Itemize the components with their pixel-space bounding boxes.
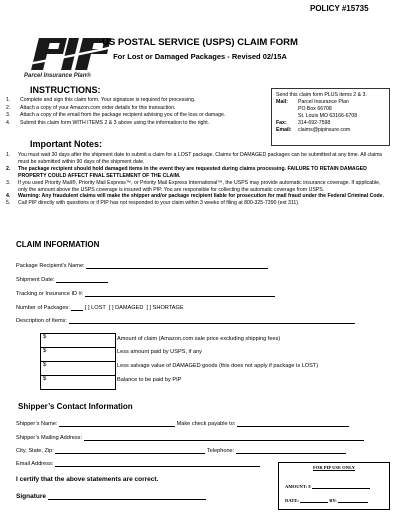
list-item: 1. Complete and sign this claim form. Your signature is required for processing. [6,97,196,103]
list-item: 2. Attach a copy of your Amazon.com order details for this transaction. [6,104,176,111]
claim-amount-field[interactable]: $ [41,334,116,348]
recipient-row [16,262,268,269]
list-item: 3. Attach a copy of the email from the package recipient advising you of the loss or damage. [6,112,226,119]
shipper-name-field[interactable] [59,420,175,427]
tracking-id-field[interactable] [85,290,275,297]
notes-list [6,152,390,207]
list-item: 2. The package recipient should hold damaged items in the event they are requested during claims processing. FAILURE TO RETAIN DAMAGED PROPERTY COULD AFFECT FINAL SETTLEMENT OF THE CLAIM. [6,165,367,179]
pip-by-field[interactable] [338,497,368,503]
amount-label: Balance to be paid by PIP [117,377,182,383]
payable-label: Make check payable to: [176,421,236,427]
shipper-name-label: Shipper’s Name: [16,421,58,427]
amount-label: Amount of claim (Amazon.com sale price excluding shipping fees) [117,336,281,342]
instructions-heading: INSTRUCTIONS: [30,85,101,95]
city-state-zip-field[interactable] [55,447,205,454]
ship-date-field[interactable] [56,276,108,283]
balance-field[interactable]: $ [41,376,116,390]
description-field[interactable] [69,317,355,324]
recipient-label: Package Recipient’s Name: [16,263,85,269]
lost-checkbox[interactable]: [ ] LOST [84,305,106,311]
pip-amount-field[interactable] [312,483,370,489]
form-subtitle: For Lost or Damaged Packages - Revised 02/15A [113,52,287,61]
packages-label: Number of Packages: [16,305,70,311]
amounts-table [40,333,116,390]
shipper-name-row [16,420,349,427]
pip-use-heading: FOR PIP USE ONLY [312,465,356,470]
submission-address-box: Send this claim form PLUS items 2 & 3. Mail: Parcel Insurance Plan PO Box 66708 St. Louis MO 63166-6708 Fax: 314-692-7598 Email: claims@pipinsure.com [271,88,390,146]
ship-date-row [16,276,108,283]
address-row [16,434,364,441]
city-row [16,447,346,454]
signature-row [16,492,206,500]
amount-label: Less salvage value of DAMAGED goods (this does not apply if package is LOST) [117,363,319,369]
tracking-label: Tracking or Insurance ID #: [16,291,84,297]
salvage-value-field[interactable]: $ [41,362,116,376]
shipper-heading: Shipper’s Contact Information [18,402,133,411]
policy-number: POLICY #15735 [310,4,369,13]
certification-statement: I certify that the above statements are correct. [16,476,159,483]
damaged-checkbox[interactable]: [ ] DAMAGED [108,305,144,311]
description-label: Description of Items: [16,318,67,324]
amount-label: Less amount paid by USPS, if any [117,349,202,355]
fax-number: 314-692-7598 [298,120,331,126]
packages-row [16,304,184,311]
pip-amount-label: AMOUNT: [285,484,308,489]
pip-date-label: DATE: [285,498,299,503]
email-address-field[interactable] [55,460,260,467]
email-address-label: Email Address: [16,461,54,467]
shortage-checkbox[interactable]: [ ] SHORTAGE [146,305,184,311]
usps-paid-field[interactable]: $ [41,348,116,362]
pip-by-label: BY: [329,498,337,503]
city-label: City, State, Zip: [16,448,54,454]
telephone-label: Telephone: [206,448,235,454]
mail-label: Mail: [276,99,288,105]
ship-date-label: Shipment Date: [16,277,55,283]
pip-use-only-box: FOR PIP USE ONLY AMOUNT: $ DATE: BY: [278,462,390,510]
email-row [16,460,260,467]
tracking-row [16,290,275,297]
claim-info-heading: CLAIM INFORMATION [16,240,100,249]
signature-field[interactable] [48,492,206,500]
list-item: 3. If you used Priority Mail®, Priority Mail Express™, or Priority Mail Express International™, the USPS may provide automatic insurance coverage. If applicable, only the amount above the USPS coverage is insured with PIP. You are responsible for collecting the automatic coverage from USPS. [6,179,381,193]
mailing-address-field[interactable] [84,434,364,441]
list-item: 1. You must wait 30 days after the shipment date to submit a claim for a LOST package. Claims for DAMAGED packages can be submitted at any time. All claims must be submitted within 90 days of the shipment date. [6,152,383,165]
list-item: 4. Warning: Any fraudulent claims will make the shipper and/or package recipient liable for prosecution for mail fraud under the Federal Criminal Code. [6,193,384,200]
email-label: Email: [276,127,292,133]
description-row [16,317,355,324]
pip-date-field[interactable] [300,497,328,503]
telephone-field[interactable] [236,447,346,454]
fax-label: Fax: [276,120,287,126]
list-item: 4. Submit this claim form WITH ITEMS 2 & 3 above using the information to the right. [6,119,210,126]
instructions-list [6,97,268,127]
mailbox-intro: Send this claim form PLUS items 2 & 3. [276,92,367,98]
address-label: Shipper’s Mailing Address: [16,435,83,441]
package-count-field[interactable] [71,304,83,311]
logo-tagline: Parcel Insurance Plan® [24,73,91,79]
notes-heading: Important Notes: [30,139,102,149]
signature-label: Signature [16,493,46,500]
list-item: 5. Call PIP directly with questions or if PIP has not responded to your claim within 3 weeks of filing at 800-325-7390 (ext 311). [6,200,300,207]
recipient-name-field[interactable] [86,262,268,269]
form-title: US POSTAL SERVICE (USPS) CLAIM FORM [102,37,298,48]
payable-to-field[interactable] [237,420,349,427]
claims-email-link[interactable]: claims@pipinsure.com [298,127,351,133]
